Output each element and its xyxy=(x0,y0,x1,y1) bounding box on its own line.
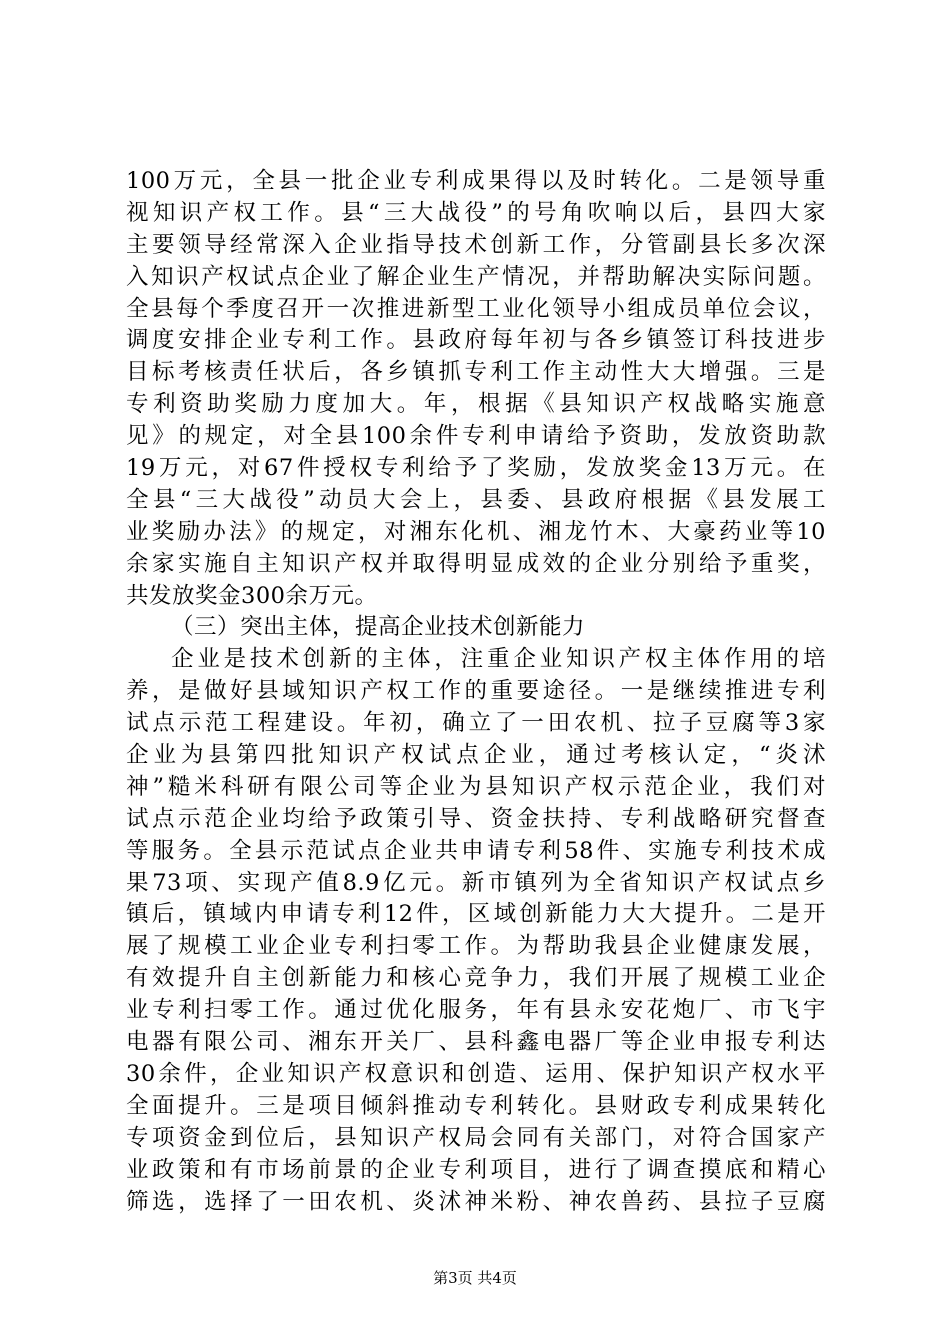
text-line: 100万元，全县一批企业专利成果得以及时转化。二是领导重 xyxy=(126,168,826,194)
text-line: 主要领导经常深入企业指导技术创新工作，分管副县长多次深 xyxy=(126,231,826,258)
paragraph-2 xyxy=(126,644,826,1218)
text-line: 果73项、实现产值8.9亿元。新市镇列为全省知识产权试点乡 xyxy=(126,869,826,896)
text-line: 等服务。全县示范试点企业共申请专利58件、实施专利技术成 xyxy=(126,837,826,864)
text-line: 筛选，选择了一田农机、炎沭神米粉、神农兽药、县拉子豆腐 xyxy=(126,1188,826,1215)
text-line: 全面提升。三是项目倾斜推动专利转化。县财政专利成果转化 xyxy=(126,1092,826,1119)
text-line: 30余件，企业知识产权意识和创造、运用、保护知识产权水平 xyxy=(126,1060,826,1087)
page-footer: 第3页 共4页 xyxy=(433,1269,517,1287)
text-line: 镇后，镇域内申请专利12件，区域创新能力大大提升。二是开 xyxy=(126,901,826,928)
text-line: 企业是技术创新的主体，注重企业知识产权主体作用的培 xyxy=(171,646,826,673)
text-line: 业专利扫零工作。通过优化服务，年有县永安花炮厂、市飞宇 xyxy=(126,997,826,1024)
text-line: 试点示范工程建设。年初，确立了一田农机、拉子豆腐等3家 xyxy=(126,710,826,737)
text-line: 专项资金到位后，县知识产权局会同有关部门，对符合国家产 xyxy=(126,1124,826,1151)
text-line: 入知识产权试点企业了解企业生产情况，并帮助解决实际问题。 xyxy=(126,263,826,290)
text-line: 19万元，对67件授权专利给予了奖励，发放奖金13万元。在 xyxy=(126,455,826,482)
text-line: 企业为县第四批知识产权试点企业，通过考核认定，“炎沭 xyxy=(126,742,826,769)
text-line: 全县“三大战役”动员大会上，县委、县政府根据《县发展工 xyxy=(126,486,826,513)
text-line: 共发放奖金300余万元。 xyxy=(126,582,378,609)
section-heading: （三）突出主体，提高企业技术创新能力 xyxy=(171,614,586,641)
body-text xyxy=(126,166,826,1218)
text-line: 神”糙米科研有限公司等企业为县知识产权示范企业，我们对 xyxy=(126,773,826,800)
paragraph-1 xyxy=(126,166,826,612)
text-line: 目标考核责任状后，各乡镇抓专利工作主动性大大增强。三是 xyxy=(126,359,826,386)
text-line: 见》的规定，对全县100余件专利申请给予资助，发放资助款 xyxy=(126,423,826,450)
text-line: 余家实施自主知识产权并取得明显成效的企业分别给予重奖， xyxy=(126,550,826,577)
text-line: 养，是做好县域知识产权工作的重要途径。一是继续推进专利 xyxy=(126,678,826,705)
text-line: 业奖励办法》的规定，对湘东化机、湘龙竹木、大豪药业等10 xyxy=(126,518,826,545)
text-line: 调度安排企业专利工作。县政府每年初与各乡镇签订科技进步 xyxy=(126,327,826,354)
text-line: 全县每个季度召开一次推进新型工业化领导小组成员单位会议， xyxy=(126,295,826,322)
text-line: 专利资助奖励力度加大。年，根据《县知识产权战略实施意 xyxy=(126,391,826,418)
text-line: 有效提升自主创新能力和核心竞争力，我们开展了规模工业企 xyxy=(126,965,826,992)
text-line: 展了规模工业企业专利扫零工作。为帮助我县企业健康发展， xyxy=(126,933,826,960)
text-line: 电器有限公司、湘东开关厂、县科鑫电器厂等企业申报专利达 xyxy=(126,1029,826,1056)
text-line: 视知识产权工作。县“三大战役”的号角吹响以后，县四大家 xyxy=(126,199,826,226)
text-line: 业政策和有市场前景的企业专利项目，进行了调查摸底和精心 xyxy=(126,1156,826,1183)
text-line: 试点示范企业均给予政策引导、资金扶持、专利战略研究督查 xyxy=(126,805,826,832)
